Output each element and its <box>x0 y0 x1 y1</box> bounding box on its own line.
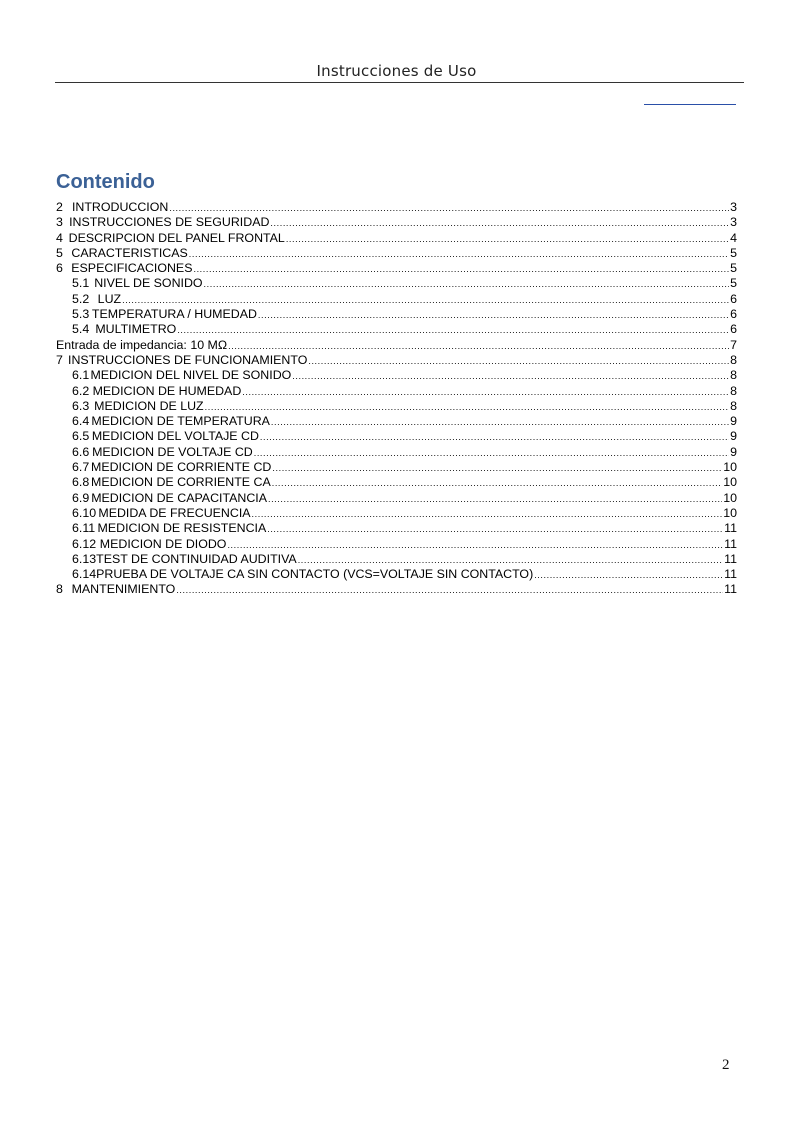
toc-entry-page: 5 <box>730 245 737 260</box>
toc-dot-leader <box>227 538 723 553</box>
toc-entry-title: MEDICION DE CORRIENTE CA <box>91 475 271 490</box>
toc-entry-title: MEDICION DE TEMPERATURA <box>91 414 270 429</box>
toc-entry-title: MEDICION DE HUMEDAD <box>92 383 242 398</box>
toc-entry-page: 8 <box>730 352 737 367</box>
toc-entry-page: 5 <box>730 276 737 291</box>
toc-entry-title: MEDIDA DE FRECUENCIA <box>98 505 251 520</box>
toc-entry-number: 6.11 <box>72 521 96 536</box>
toc-entry[interactable] <box>56 231 737 246</box>
toc-entry-number: 6 <box>56 261 63 276</box>
toc-entry-number: 6.13 <box>72 551 97 566</box>
toc-entry[interactable] <box>56 491 737 506</box>
toc-entry[interactable] <box>56 338 737 353</box>
toc-entry-title: MANTENIMIENTO <box>71 582 176 597</box>
toc-entry-page: 11 <box>724 567 737 582</box>
toc-entry-number: 6.14 <box>72 567 97 582</box>
toc-entry[interactable] <box>56 537 737 552</box>
toc-entry-page: 10 <box>723 460 737 475</box>
toc-entry-title: INTRODUCCION <box>71 200 169 214</box>
toc-entry-number: 7 <box>56 352 63 367</box>
toc-entry[interactable] <box>56 384 737 399</box>
toc-entry-number: 3 <box>56 215 63 230</box>
toc-dot-leader <box>260 430 729 445</box>
toc-entry-number: 6.12 <box>72 536 97 551</box>
toc-entry-title: INSTRUCCIONES DE FUNCIONAMIENTO <box>68 352 308 367</box>
toc-dot-leader <box>177 323 729 338</box>
toc-entry-number: 6.3 <box>72 398 90 413</box>
toc-entry-number: 6.10 <box>72 505 97 520</box>
toc-entry-title: MULTIMETRO <box>95 322 177 337</box>
toc-entry[interactable] <box>56 429 737 444</box>
toc-entry-number: 5.1 <box>72 276 90 291</box>
toc-dot-leader <box>204 277 730 292</box>
toc-entry[interactable] <box>56 276 737 291</box>
toc-entry-title: PRUEBA DE VOLTAJE CA SIN CONTACTO (VCS=VOLTAJE SIN CONTACTO) <box>96 567 534 582</box>
toc-entry-number: 4 <box>56 230 63 245</box>
toc-entry-title: MEDICION DE CAPACITANCIA <box>91 490 267 505</box>
toc-dot-leader <box>534 568 723 583</box>
toc-entry-title: MEDICION DE CORRIENTE CD <box>91 460 272 475</box>
toc-entry[interactable] <box>56 200 737 215</box>
toc-entry-page: 9 <box>730 444 737 459</box>
toc-entry-number: 6.5 <box>72 429 90 444</box>
toc-entry[interactable] <box>56 322 737 337</box>
toc-entry[interactable] <box>56 506 737 521</box>
toc-dot-leader <box>242 385 729 400</box>
toc-dot-leader <box>286 232 729 247</box>
toc-dot-leader <box>254 446 729 461</box>
toc-entry-page: 11 <box>724 536 737 551</box>
toc-entry[interactable] <box>56 261 737 276</box>
toc-entry-title: INSTRUCCIONES DE SEGURIDAD <box>69 215 270 230</box>
toc-dot-leader <box>270 216 729 231</box>
page-number: 2 <box>722 1057 730 1073</box>
toc-heading: Contenido <box>56 171 155 193</box>
toc-entry-page: 10 <box>723 505 737 520</box>
toc-entry-number: 6.8 <box>72 475 90 490</box>
toc-dot-leader <box>205 400 729 415</box>
toc-dot-leader <box>258 308 729 323</box>
toc-entry[interactable] <box>56 292 737 307</box>
toc-entry-number: 8 <box>56 582 63 597</box>
toc-dot-leader <box>271 415 729 430</box>
toc-entry-number: 6.6 <box>72 444 90 459</box>
toc-entry-page: 9 <box>730 429 737 444</box>
toc-entry[interactable] <box>56 368 737 383</box>
toc-entry-title: MEDICION DE DIODO <box>99 536 227 551</box>
toc-entry-page: 8 <box>730 398 737 413</box>
toc-entry-number: 2 <box>56 200 63 214</box>
toc-entry-title: MEDICION DE LUZ <box>94 398 204 413</box>
toc-entry-number: 6.9 <box>72 490 90 505</box>
toc-entry-page: 11 <box>724 521 737 536</box>
toc-dot-leader <box>252 507 723 522</box>
toc-entry-title: CARACTERISTICAS <box>71 245 188 260</box>
toc-dot-leader <box>122 293 729 308</box>
toc-entry-number: 5.2 <box>72 291 90 306</box>
toc-entry-page: 6 <box>730 307 737 322</box>
toc-entry-title: ESPECIFICACIONES <box>71 261 193 276</box>
header-divider <box>55 82 744 83</box>
toc-entry-page: 6 <box>730 322 737 337</box>
toc-entry-page: 11 <box>724 582 737 597</box>
toc-entry[interactable] <box>56 445 737 460</box>
toc-entry-page: 4 <box>730 230 737 245</box>
toc-entry-number: 6.7 <box>72 460 90 475</box>
running-header: Instrucciones de Uso <box>316 62 477 80</box>
toc-entry[interactable] <box>56 582 737 597</box>
toc-dot-leader <box>193 262 729 277</box>
toc-entry-number: 5.4 <box>72 322 90 337</box>
toc-entry-title: Entrada de impedancia: 10 MΩ <box>56 337 228 352</box>
toc-entry[interactable] <box>56 521 737 536</box>
header-link-underline <box>644 104 736 105</box>
toc-dot-leader <box>298 553 723 568</box>
toc-entry-page: 10 <box>723 475 737 490</box>
toc-dot-leader <box>272 476 722 491</box>
toc-entry[interactable] <box>56 215 737 230</box>
toc-entry-page: 3 <box>730 200 737 214</box>
table-of-contents <box>56 200 737 598</box>
toc-entry-title: MEDICION DEL NIVEL DE SONIDO <box>90 368 292 383</box>
toc-entry-page: 5 <box>730 261 737 276</box>
toc-entry-title: TEMPERATURA / HUMEDAD <box>91 307 257 322</box>
toc-entry-title: TEST DE CONTINUIDAD AUDITIVA <box>96 551 297 566</box>
toc-dot-leader <box>268 492 722 507</box>
toc-entry-page: 6 <box>730 291 737 306</box>
toc-dot-leader <box>272 461 722 476</box>
toc-entry-title: MEDICION DE RESISTENCIA <box>97 521 267 536</box>
toc-entry-page: 8 <box>730 368 737 383</box>
toc-dot-leader <box>292 369 729 384</box>
toc-entry-page: 8 <box>730 383 737 398</box>
toc-entry-number: 6.4 <box>72 414 90 429</box>
toc-entry[interactable] <box>56 307 737 322</box>
toc-entry[interactable] <box>56 414 737 429</box>
toc-dot-leader <box>228 339 729 354</box>
toc-entry-page: 3 <box>730 215 737 230</box>
toc-dot-leader <box>169 201 729 216</box>
toc-entry-number: 6.1 <box>72 368 90 383</box>
toc-entry[interactable] <box>56 567 737 582</box>
toc-dot-leader <box>267 522 723 537</box>
toc-entry-title: MEDICION DEL VOLTAJE CD <box>91 429 259 444</box>
toc-entry[interactable] <box>56 552 737 567</box>
toc-entry[interactable] <box>56 353 737 368</box>
toc-entry-page: 11 <box>724 551 737 566</box>
toc-entry-page: 9 <box>730 414 737 429</box>
toc-entry-page: 10 <box>723 490 737 505</box>
toc-entry[interactable] <box>56 246 737 261</box>
toc-entry-number: 6.2 <box>72 383 90 398</box>
toc-entry[interactable] <box>56 475 737 490</box>
toc-entry-title: LUZ <box>97 291 122 306</box>
toc-entry[interactable] <box>56 399 737 414</box>
toc-entry-title: MEDICION DE VOLTAJE CD <box>92 444 253 459</box>
toc-entry-number: 5.3 <box>72 307 90 322</box>
toc-entry-title: NIVEL DE SONIDO <box>94 276 203 291</box>
toc-entry-title: DESCRIPCION DEL PANEL FRONTAL <box>68 230 285 245</box>
toc-dot-leader <box>308 354 729 369</box>
toc-dot-leader <box>189 247 729 262</box>
toc-entry-page: 7 <box>730 337 737 352</box>
toc-entry-number: 5 <box>56 245 63 260</box>
toc-dot-leader <box>176 583 723 598</box>
toc-entry[interactable] <box>56 460 737 475</box>
